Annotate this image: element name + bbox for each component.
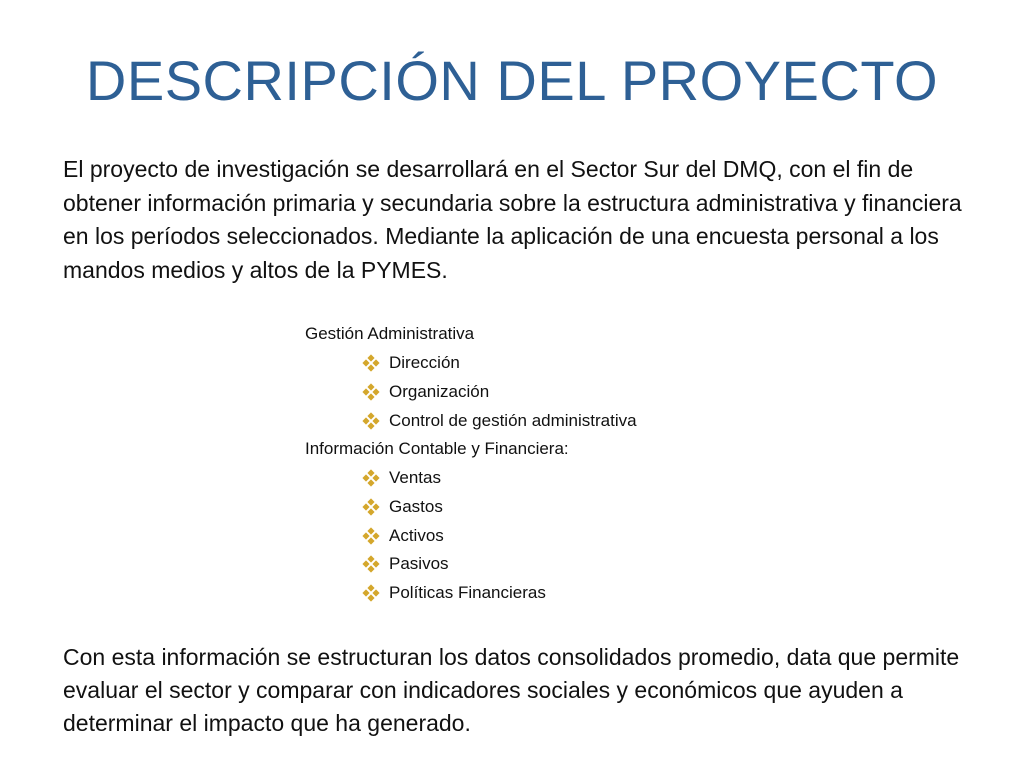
intro-paragraph: El proyecto de investigación se desarrollará en el Sector Sur del DMQ, con el fin de obtener información primaria y secundaria sobre la estructura administrativa y financiera en los períodos seleccionados. Mediante la aplicación de una encuesta personal a los mandos medios y altos de la PYMES.: [63, 156, 962, 283]
conclusion-paragraph: Con esta información se estructuran los datos consolidados promedio, data que permite evaluar el sector y comparar con indicadores sociales y económicos que ayuden a determinar el impacto que ha generado.: [63, 644, 960, 736]
list-item-label: Políticas Financieras: [389, 583, 546, 603]
four-diamond-bullet-icon: [362, 354, 380, 372]
four-diamond-bullet-icon: [362, 584, 380, 602]
four-diamond-bullet-icon: [362, 498, 380, 516]
slide-title: DESCRIPCIÓN DEL PROYECTO: [85, 49, 939, 112]
list-item-label: Pasivos: [389, 554, 449, 574]
list-item: [362, 349, 637, 378]
list-item: [362, 378, 637, 407]
list-item-label: Activos: [389, 525, 444, 545]
list-item: [362, 464, 546, 493]
list-item: [362, 406, 637, 435]
list-item: [362, 550, 546, 579]
four-diamond-bullet-icon: [362, 527, 380, 545]
list-item-label: Dirección: [389, 353, 460, 373]
list-item-label: Ventas: [389, 468, 441, 488]
list-item: [362, 521, 546, 550]
four-diamond-bullet-icon: [362, 412, 380, 430]
four-diamond-bullet-icon: [362, 383, 380, 401]
list-item: [362, 493, 546, 522]
list-item: [362, 579, 546, 608]
informacion-contable-list: [362, 464, 546, 607]
four-diamond-bullet-icon: [362, 555, 380, 573]
section-heading-gestion-administrativa: Gestión Administrativa: [305, 324, 475, 343]
four-diamond-bullet-icon: [362, 469, 380, 487]
list-item-label: Control de gestión administrativa: [389, 410, 637, 430]
section-heading-informacion-contable: Información Contable y Financiera:: [305, 439, 569, 458]
list-item-label: Organización: [389, 382, 490, 402]
list-item-label: Gastos: [389, 497, 443, 517]
gestion-administrativa-list: [362, 349, 637, 435]
